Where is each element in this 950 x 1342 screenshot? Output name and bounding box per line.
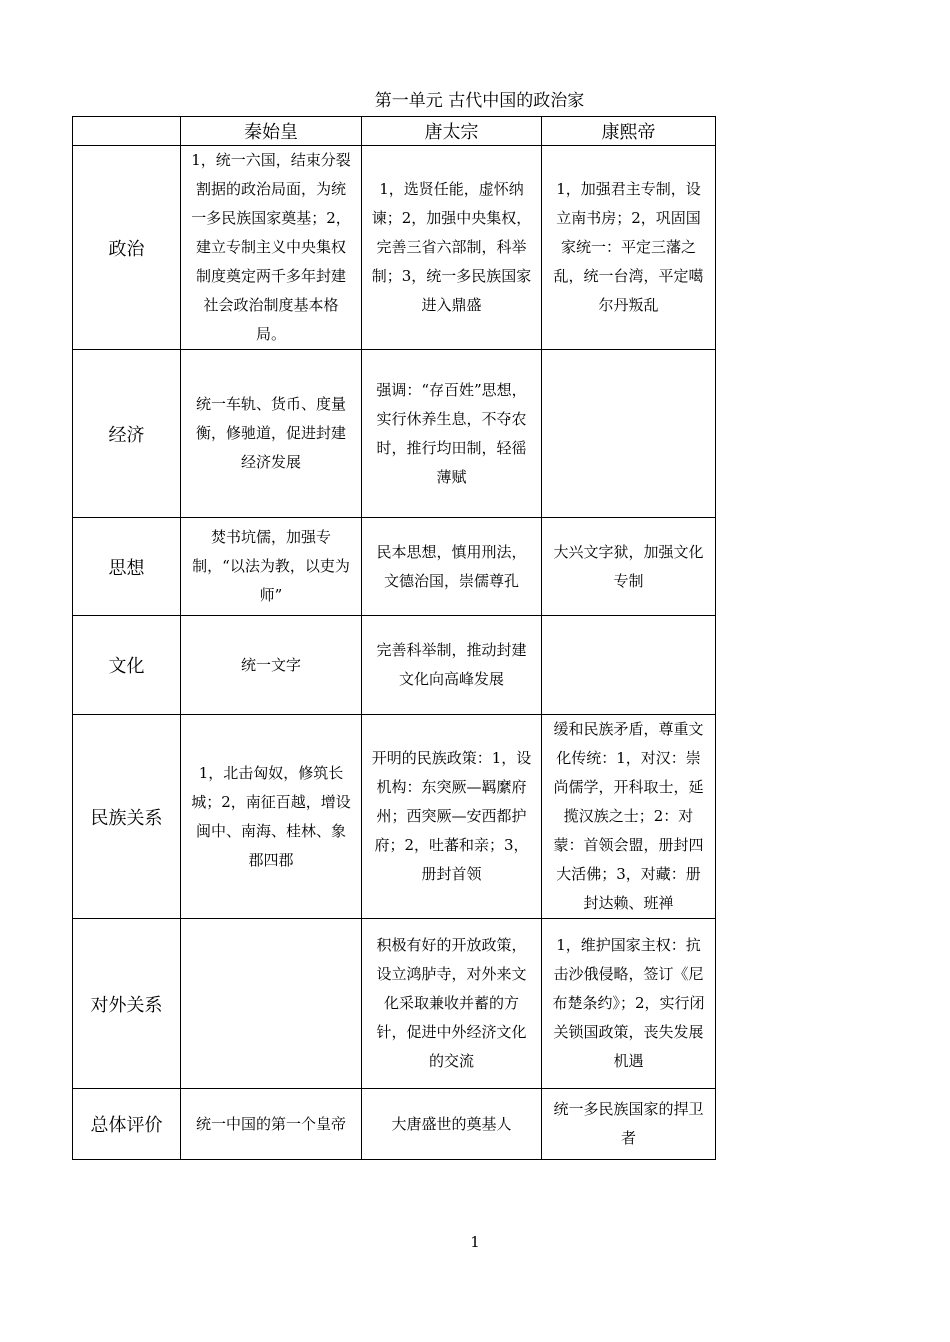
table-cell <box>542 350 716 518</box>
table-cell: 1，加强君主专制，设立南书房；2，巩固国家统一：平定三藩之乱，统一台湾，平定噶尔丹叛乱 <box>542 146 716 350</box>
row-label-ethnic-relations: 民族关系 <box>73 715 181 919</box>
header-qin-shi-huang: 秦始皇 <box>181 117 362 146</box>
row-label-culture: 文化 <box>73 616 181 715</box>
table-row <box>73 919 716 1089</box>
table-cell: 焚书坑儒，加强专制，“以法为教，以吏为师” <box>181 518 362 616</box>
table-cell: 1，选贤任能，虚怀纳谏；2，加强中央集权，完善三省六部制，科举制；3，统一多民族国家进入鼎盛 <box>362 146 542 350</box>
row-label-thought: 思想 <box>73 518 181 616</box>
table-cell <box>181 919 362 1089</box>
politicians-table <box>72 116 716 1160</box>
table-row <box>73 350 716 518</box>
header-tang-taizong: 唐太宗 <box>362 117 542 146</box>
table-cell: 大兴文字狱，加强文化专制 <box>542 518 716 616</box>
table-cell: 统一中国的第一个皇帝 <box>181 1089 362 1160</box>
row-label-economy: 经济 <box>73 350 181 518</box>
table-cell: 完善科举制，推动封建文化向高峰发展 <box>362 616 542 715</box>
table-cell: 积极有好的开放政策，设立鸿胪寺，对外来文化采取兼收并蓄的方针，促进中外经济文化的交流 <box>362 919 542 1089</box>
row-label-overall-evaluation: 总体评价 <box>73 1089 181 1160</box>
table-cell: 开明的民族政策：1，设机构：东突厥—羁縻府州；西突厥—安西都护府；2，吐蕃和亲；3，册封首领 <box>362 715 542 919</box>
page-title: 第一单元 古代中国的政治家 <box>374 91 585 111</box>
table-cell: 统一多民族国家的捍卫者 <box>542 1089 716 1160</box>
row-label-politics: 政治 <box>73 146 181 350</box>
table-header-row <box>73 117 716 146</box>
row-label-foreign-relations: 对外关系 <box>73 919 181 1089</box>
table-cell: 统一车轨、货币、度量衡，修驰道，促进封建经济发展 <box>181 350 362 518</box>
table-cell: 1，维护国家主权：抗击沙俄侵略，签订《尼布楚条约》；2，实行闭关锁国政策，丧失发展机遇 <box>542 919 716 1089</box>
table-cell <box>542 616 716 715</box>
table-row <box>73 616 716 715</box>
table-cell: 统一文字 <box>181 616 362 715</box>
table-cell: 民本思想，慎用刑法，文德治国，崇儒尊孔 <box>362 518 542 616</box>
table-row <box>73 146 716 350</box>
table-row <box>73 715 716 919</box>
table-cell: 大唐盛世的奠基人 <box>362 1089 542 1160</box>
table-cell: 强调：“存百姓”思想，实行休养生息，不夺农时，推行均田制，轻徭薄赋 <box>362 350 542 518</box>
table-cell: 1，统一六国，结束分裂割据的政治局面，为统一多民族国家奠基；2，建立专制主义中央集权制度奠定两千多年封建社会政治制度基本格局。 <box>181 146 362 350</box>
header-kangxi: 康熙帝 <box>542 117 716 146</box>
table-row <box>73 1089 716 1160</box>
page-number: 1 <box>470 1233 480 1251</box>
table-row <box>73 518 716 616</box>
table-cell: 1，北击匈奴，修筑长城；2，南征百越，增设闽中、南海、桂林、象郡四郡 <box>181 715 362 919</box>
table-cell: 缓和民族矛盾，尊重文化传统：1，对汉：崇尚儒学，开科取士，延揽汉族之士；2：对蒙：首领会盟，册封四大活佛；3，对藏：册封达赖、班禅 <box>542 715 716 919</box>
header-empty <box>73 117 181 146</box>
